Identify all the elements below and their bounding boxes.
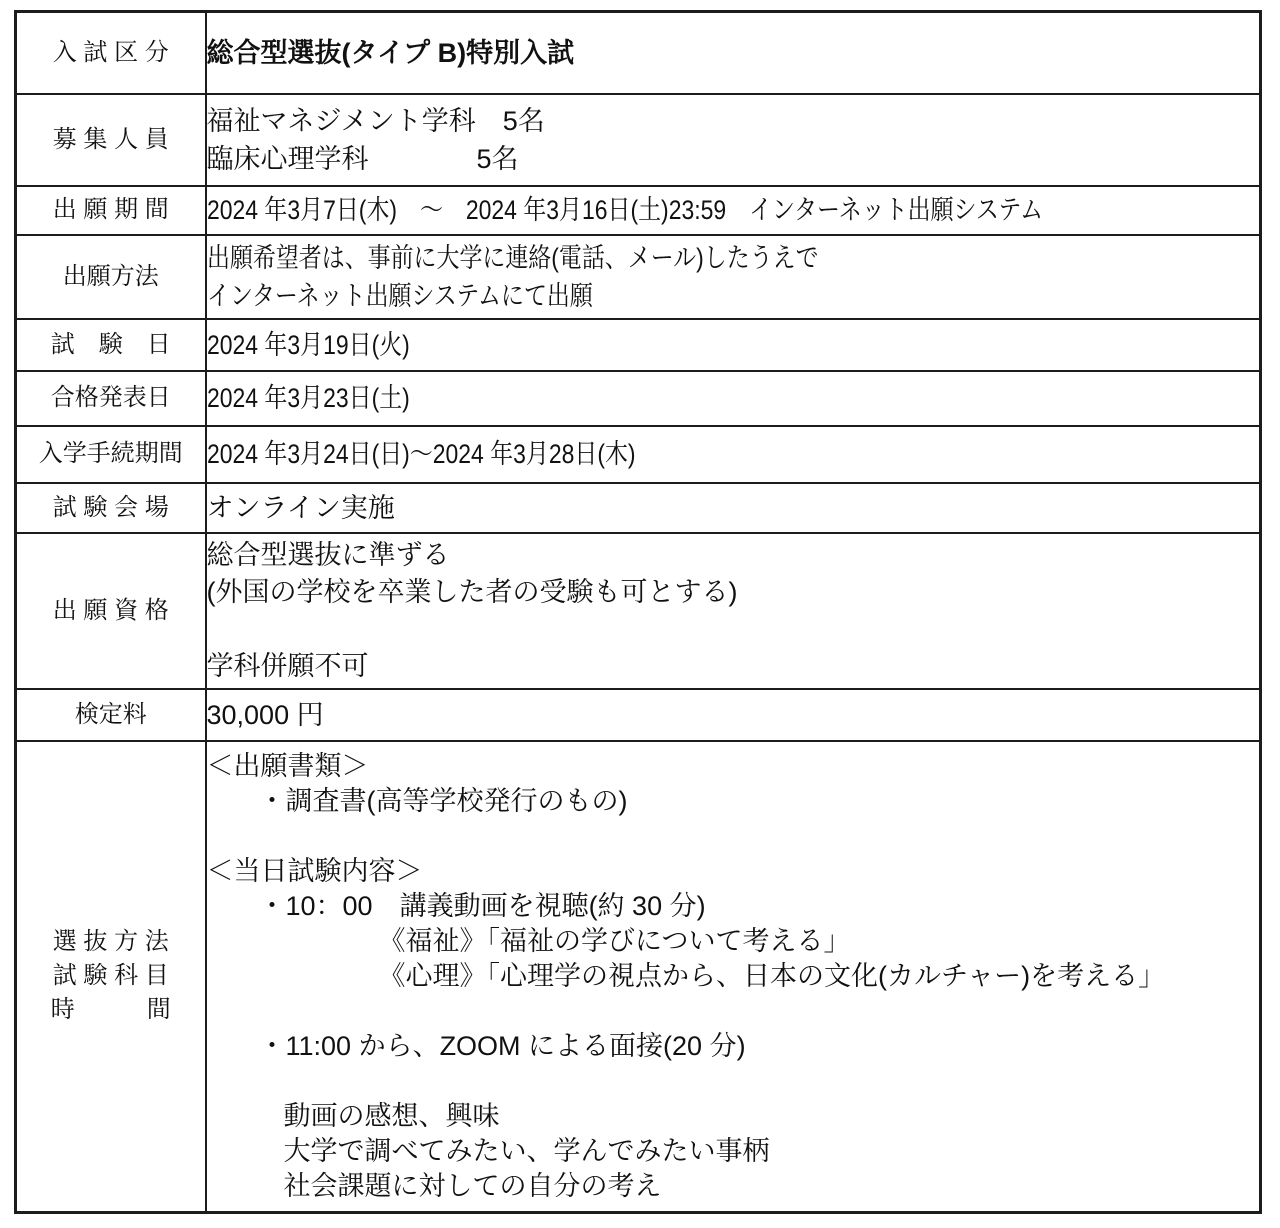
row-label-shiken bbox=[16, 319, 206, 371]
row-content-houhou bbox=[206, 235, 1261, 319]
content-line bbox=[207, 489, 1260, 527]
content-line bbox=[207, 1099, 1260, 1134]
content-line bbox=[207, 1169, 1260, 1204]
row-label-kaijou bbox=[16, 483, 206, 533]
content-text: 《福祉》「福祉の学びについて考える」 bbox=[378, 925, 851, 956]
content-text: 学科併願不可 bbox=[206, 650, 369, 681]
label-line: 試 験 会 場 bbox=[52, 493, 169, 521]
content-text: ・11:00 から、ZOOM による面接(20 分) bbox=[258, 1030, 746, 1061]
table-row-goukaku bbox=[16, 371, 1261, 426]
content-text: オンライン実施 bbox=[206, 492, 395, 523]
row-label-kubun bbox=[16, 12, 206, 94]
content-line bbox=[207, 959, 1260, 994]
table-row-kikan bbox=[16, 186, 1261, 235]
content-text: 大学で調べてみたい、学んでみたい事柄 bbox=[283, 1135, 770, 1166]
label-line: 合格発表日 bbox=[50, 384, 171, 411]
table-row-houhou bbox=[16, 235, 1261, 319]
label-line: 出 願 資 格 bbox=[52, 596, 169, 624]
label-line: 出 願 期 間 bbox=[52, 196, 169, 223]
content-text: 臨床心理学科 5名 bbox=[206, 143, 519, 174]
content-line bbox=[207, 889, 1260, 924]
content-line bbox=[207, 191, 1260, 229]
table-row-tetsuzuki bbox=[16, 426, 1261, 483]
content-line bbox=[207, 1134, 1260, 1169]
content-text: 福祉マネジメント学科 5名 bbox=[206, 105, 545, 136]
row-content-shiken bbox=[206, 319, 1261, 371]
content-text: 2024 年3月19日(火) bbox=[206, 329, 410, 360]
content-line bbox=[207, 696, 1260, 734]
table-row-boshu bbox=[16, 94, 1261, 186]
row-content-goukaku bbox=[206, 371, 1261, 426]
content-text: (外国の学校を卒業した者の受験も可とする) bbox=[206, 576, 738, 607]
row-content-tetsuzuki bbox=[206, 426, 1261, 483]
content-text: 総合型選抜(タイプ B)特別入試 bbox=[206, 37, 575, 68]
content-line bbox=[207, 277, 1260, 315]
content-text: インターネット出願システムにて出願 bbox=[206, 280, 593, 311]
content-line bbox=[207, 379, 1260, 417]
row-content-kaijou bbox=[206, 483, 1261, 533]
row-content-kubun bbox=[206, 12, 1261, 94]
content-text: 2024 年3月23日(土) bbox=[206, 383, 410, 413]
label-line: 入学手続期間 bbox=[38, 440, 183, 467]
content-line bbox=[207, 749, 1260, 784]
content-text: 総合型選抜に準ずる bbox=[206, 539, 450, 570]
content-line bbox=[207, 102, 1260, 140]
label-line: 検定料 bbox=[74, 700, 147, 728]
content-line bbox=[207, 34, 1260, 72]
table-row-kaijou bbox=[16, 483, 1261, 533]
content-line bbox=[207, 854, 1260, 889]
blank-line bbox=[207, 819, 1260, 854]
content-text: ・10：00 講義動画を視聴(約 30 分) bbox=[258, 890, 706, 921]
row-label-senbatsu bbox=[16, 741, 206, 1213]
row-label-goukaku bbox=[16, 371, 206, 426]
content-line bbox=[207, 239, 1260, 277]
row-label-tetsuzuki bbox=[16, 426, 206, 483]
content-text: 出願希望者は、事前に大学に連絡(電話、メール)したうえで bbox=[206, 242, 819, 273]
row-content-kentei bbox=[206, 689, 1261, 741]
row-label-kentei bbox=[16, 689, 206, 741]
content-line bbox=[207, 648, 1260, 685]
label-line: 試 験 日 bbox=[50, 330, 171, 358]
table-row-shikaku bbox=[16, 533, 1261, 689]
row-content-shikaku bbox=[206, 533, 1261, 689]
label-line: 時 間 bbox=[50, 996, 171, 1024]
label-line: 出願方法 bbox=[62, 262, 159, 290]
table-row-senbatsu bbox=[16, 741, 1261, 1213]
row-content-senbatsu bbox=[206, 741, 1261, 1213]
content-line bbox=[207, 784, 1260, 819]
row-label-boshu bbox=[16, 94, 206, 186]
row-content-boshu bbox=[206, 94, 1261, 186]
row-label-houhou bbox=[16, 235, 206, 319]
content-text: 《心理》「心理学の視点から、日本の文化(カルチャー)を考える」 bbox=[378, 960, 1166, 991]
row-content-kikan bbox=[206, 186, 1261, 235]
table-row-kentei bbox=[16, 689, 1261, 741]
content-text: 30,000 円 bbox=[206, 699, 324, 730]
blank-line bbox=[207, 611, 1260, 648]
table-row-kubun bbox=[16, 12, 1261, 94]
table-row-shiken bbox=[16, 319, 1261, 371]
row-label-kikan bbox=[16, 186, 206, 235]
content-text: 動画の感想、興味 bbox=[283, 1100, 500, 1131]
content-text: 2024 年3月7日(木) ～ 2024 年3月16日(土)23:59 インターネット出願システム bbox=[206, 195, 1043, 225]
row-label-shikaku bbox=[16, 533, 206, 689]
content-text: 2024 年3月24日(日)～2024 年3月28日(木) bbox=[206, 439, 636, 469]
content-line bbox=[207, 140, 1260, 178]
content-line bbox=[207, 574, 1260, 611]
blank-line bbox=[207, 994, 1260, 1029]
content-line bbox=[207, 924, 1260, 959]
content-text: ＜当日試験内容＞ bbox=[206, 855, 423, 886]
content-line bbox=[207, 435, 1260, 473]
content-line bbox=[207, 537, 1260, 574]
content-text: 社会課題に対しての自分の考え bbox=[283, 1170, 662, 1201]
content-line bbox=[207, 1029, 1260, 1064]
content-text: ＜出願書類＞ bbox=[206, 750, 369, 781]
admission-overview-table bbox=[14, 10, 1262, 1214]
admission-table-body bbox=[16, 12, 1261, 1213]
label-line: 募 集 人 員 bbox=[52, 125, 169, 153]
label-line: 選 抜 方 法 bbox=[52, 928, 169, 956]
label-line: 試 験 科 目 bbox=[52, 962, 169, 990]
label-line: 入 試 区 分 bbox=[52, 38, 169, 66]
blank-line bbox=[207, 1064, 1260, 1099]
content-text: ・調査書(高等学校発行のもの) bbox=[258, 785, 628, 816]
content-line bbox=[207, 326, 1260, 364]
